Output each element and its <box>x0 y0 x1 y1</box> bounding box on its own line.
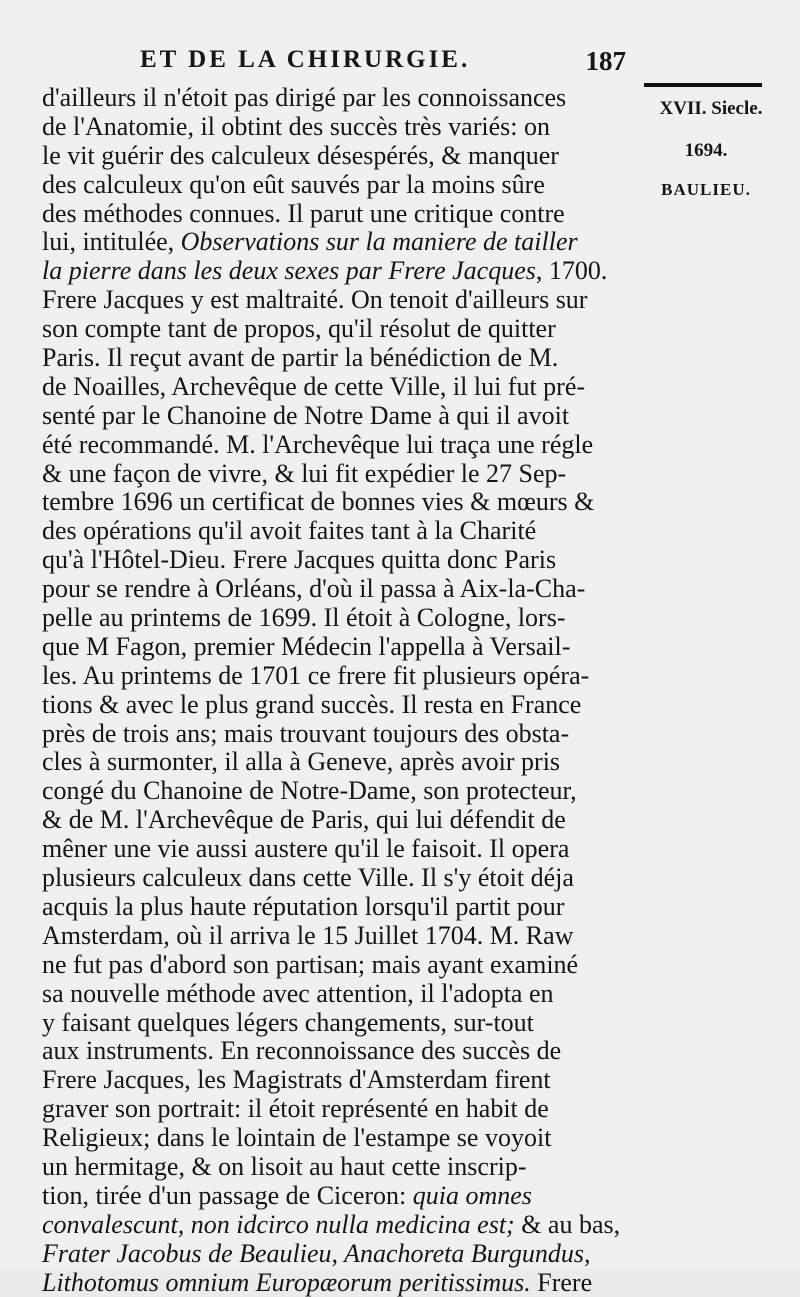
text-run: plusieurs calculeux dans cette Ville. Il s'y étoit déja <box>42 864 574 893</box>
text-run: pelle au printems de 1699. Il étoit à Cologne, lors- <box>42 604 566 633</box>
text-run: de l'Anatomie, il obtint des succès très variés: on <box>42 112 550 141</box>
text-run: de Noailles, Archevêque de cette Ville, il lui fut pré- <box>42 372 586 401</box>
text-line <box>42 546 638 575</box>
text-run: son compte tant de propos, qu'il résolut de quitter <box>42 315 556 344</box>
text-line <box>42 200 638 229</box>
text-line <box>42 344 638 373</box>
text-run: y faisant quelques légers changements, sur-tout <box>42 1008 534 1037</box>
text-line <box>42 575 638 604</box>
text-line <box>42 864 638 893</box>
text-line <box>42 228 638 257</box>
text-line <box>42 1124 638 1153</box>
italic-text: Frater Jacobus de Beaulieu, Anachoreta Burgundus, <box>42 1239 591 1268</box>
text-run: tembre 1696 <box>42 488 180 517</box>
margin-note-name: BAULIEU. <box>661 180 751 199</box>
text-line <box>42 691 638 720</box>
text-run: cles à surmonter, il alla à Geneve, après avoir pris <box>42 748 561 777</box>
text-run: Amsterdam, où il arriva le 15 Juillet 1704. M. Raw <box>42 921 574 950</box>
text-run: tions & avec le plus grand succès. Il resta en France <box>42 690 582 719</box>
text-run: , 1700. <box>535 257 608 286</box>
text-run: mêner une vie aussi austere qu'il le faisoit. Il opera <box>42 835 570 864</box>
text-run: près de trois ans; mais trouvant toujours des obsta- <box>42 719 570 748</box>
text-line <box>42 662 638 691</box>
text-run: un certificat de bonnes vies & mœurs & <box>179 488 595 517</box>
text-line <box>42 806 638 835</box>
text-run: congé du Chanoine de Notre-Dame, son protecteur, <box>42 777 577 806</box>
text-line <box>42 257 638 286</box>
text-run: Frere <box>530 1268 593 1297</box>
text-run: senté par le Chanoine de Notre Dame à qui il avoit <box>42 401 570 430</box>
italic-text: quia omnes <box>412 1181 532 1210</box>
text-line <box>42 835 638 864</box>
text-run: acquis la plus haute réputation lorsqu'il partit pour <box>42 892 565 921</box>
text-line <box>42 777 638 806</box>
margin-notes <box>636 98 776 200</box>
text-run: que M Fagon, premier Médecin l'appella à Versail- <box>42 632 571 661</box>
text-line <box>42 1240 638 1269</box>
text-line <box>42 488 638 517</box>
text-run: tion, tirée d'un passage de Ciceron: <box>42 1181 413 1210</box>
text-run: pour se rendre à Orléans, d'où il passa à Aix-la-Cha- <box>42 575 586 604</box>
text-run: Paris. Il reçut avant de partir la bénédiction de M. <box>42 344 559 373</box>
text-line <box>42 604 638 633</box>
text-line <box>42 460 638 489</box>
text-line <box>42 922 638 951</box>
text-run: des méthodes connues. Il parut une critique contre <box>42 199 565 228</box>
text-line <box>42 1037 638 1066</box>
text-run: Religieux; dans le lointain de l'estampe se voyoit <box>42 1124 552 1153</box>
text-line <box>42 980 638 1009</box>
text-run: des calculeux qu'on eût sauvés par la moins sûre <box>42 170 545 199</box>
text-line <box>42 517 638 546</box>
text-run: le vit guérir des calculeux désespérés, & manquer <box>42 141 559 170</box>
text-line <box>42 1211 638 1240</box>
text-run: d'ailleurs il n'étoit pas dirigé par les connoissances <box>42 84 567 112</box>
text-line <box>42 951 638 980</box>
italic-text: convalescunt, non idcirco nulla medicina est; <box>42 1210 515 1239</box>
running-title: ET DE LA CHIRURGIE. <box>140 46 471 73</box>
text-run: ne fut pas d'abord son partisan; mais ayant examiné <box>42 950 579 979</box>
text-run: un hermitage, & on lisoit au haut cette inscrip- <box>42 1152 527 1181</box>
text-line <box>42 113 638 142</box>
text-run: & de M. l'Archevêque de Paris, qui lui défendit de <box>42 806 566 835</box>
text-run: qu'à l'Hôtel-Dieu. Frere Jacques quitta donc Paris <box>42 546 557 575</box>
text-line <box>42 633 638 662</box>
text-run: des opérations qu'il avoit faites tant à la Charité <box>42 517 537 546</box>
text-line <box>42 1182 638 1211</box>
text-line <box>42 1066 638 1095</box>
text-line <box>42 748 638 777</box>
text-line <box>42 1009 638 1038</box>
text-run: & une façon de vivre, & lui fit expédier le 27 Sep- <box>42 459 567 488</box>
text-line <box>42 373 638 402</box>
text-run: sa nouvelle méthode avec attention, il l'adopta en <box>42 979 554 1008</box>
text-line <box>42 431 638 460</box>
text-line <box>42 315 638 344</box>
text-line <box>42 1153 638 1182</box>
page-header <box>140 46 640 80</box>
italic-text: Lithotomus omnium Europæorum peritissimus. <box>42 1268 531 1297</box>
text-run: Frere Jacques y est maltraité. On tenoit d'ailleurs sur <box>42 286 588 315</box>
text-run: graver son portrait: il étoit représenté en habit de <box>42 1095 549 1124</box>
text-line <box>42 286 638 315</box>
text-line <box>42 142 638 171</box>
italic-text: Observations sur la maniere de tailler <box>180 228 578 257</box>
italic-text: la pierre dans les deux sexes par Frere Jacques <box>42 257 536 286</box>
text-run: & au bas, <box>514 1210 621 1239</box>
text-run: été recommandé. M. l'Archevêque lui traça une régle <box>42 430 594 459</box>
margin-note-century: XVII. Siecle. <box>659 98 763 119</box>
page-number: 187 <box>585 46 626 76</box>
text-run: les. Au printems de 1701 ce frere fit plusieurs opéra- <box>42 661 590 690</box>
text-line <box>42 402 638 431</box>
text-line <box>42 171 638 200</box>
margin-note-year: 1694. <box>684 140 728 161</box>
text-line <box>42 893 638 922</box>
text-line <box>42 84 638 113</box>
text-line <box>42 1269 638 1297</box>
text-run: lui, intitulée, <box>42 228 181 257</box>
text-run: aux instruments. En reconnoissance des succès de <box>42 1037 562 1066</box>
text-line <box>42 720 638 749</box>
text-line <box>42 1095 638 1124</box>
margin-rule <box>644 83 762 87</box>
body-text <box>42 84 638 1297</box>
text-run: Frere Jacques, les Magistrats d'Amsterdam firent <box>42 1066 551 1095</box>
